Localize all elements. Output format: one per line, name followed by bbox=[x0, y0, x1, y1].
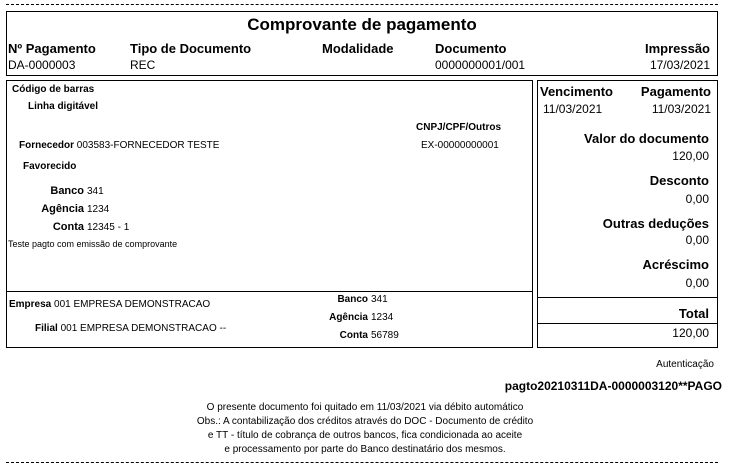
conta-label: Conta bbox=[52, 221, 84, 233]
conta-value: 12345 - 1 bbox=[87, 222, 130, 233]
agencia-value: 1234 bbox=[87, 204, 110, 215]
acrescimo-value: 0,00 bbox=[685, 276, 709, 290]
empresa-row bbox=[9, 299, 210, 310]
impressao-label: Impressão bbox=[644, 41, 710, 56]
bottom-cut-line bbox=[6, 462, 718, 463]
impressao-value: 17/03/2021 bbox=[649, 58, 710, 72]
vencimento-label: Vencimento bbox=[540, 84, 613, 99]
details-divider bbox=[6, 291, 532, 292]
desconto-value: 0,00 bbox=[685, 192, 709, 206]
observacao-text: Teste pagto com emissão de comprovante bbox=[8, 239, 178, 249]
autenticacao-code: pagto20210311DA-0000003120**PAGO bbox=[504, 379, 722, 393]
total-value: 120,00 bbox=[672, 326, 709, 340]
acrescimo-label: Acréscimo bbox=[642, 257, 709, 272]
numero-pagamento-value: DA-0000003 bbox=[8, 58, 76, 72]
cnpj-value: EX-00000000001 bbox=[421, 140, 499, 151]
footer-line-1: O presente documento foi quitado em 11/03/2021 via débito automático bbox=[206, 402, 524, 413]
footer-line-4: e processamento por parte do Banco destinatário dos mesmos. bbox=[224, 444, 506, 455]
total-label: Total bbox=[678, 306, 709, 321]
valor-documento-value: 120,00 bbox=[672, 149, 709, 163]
bottom-banco-value: 341 bbox=[371, 294, 388, 305]
linha-digitavel-label: Linha digitável bbox=[28, 101, 99, 112]
top-cut-line bbox=[6, 4, 718, 5]
documento-value: 0000000001/001 bbox=[435, 58, 526, 72]
documento-label: Documento bbox=[435, 41, 507, 56]
fornecedor-row bbox=[19, 140, 219, 151]
filial-label: Filial bbox=[35, 323, 58, 334]
numero-pagamento-label: Nº Pagamento bbox=[8, 41, 96, 56]
footer-line-2: Obs.: A contabilização dos créditos através do DOC - Documento de crédito bbox=[196, 416, 534, 427]
banco-label: Banco bbox=[50, 185, 84, 197]
favorecido-label: Favorecido bbox=[23, 161, 77, 172]
vencimento-value: 11/03/2021 bbox=[543, 102, 603, 116]
codigo-barras-label: Código de barras bbox=[12, 84, 95, 95]
empresa-label: Empresa bbox=[9, 299, 52, 310]
filial-row bbox=[35, 323, 226, 334]
tipo-documento-label: Tipo de Documento bbox=[130, 41, 252, 56]
total-underline bbox=[538, 323, 718, 324]
footer-line-3: e TT - título de cobrança de outros bancos, fica condicionada ao aceite bbox=[207, 430, 523, 441]
modalidade-label: Modalidade bbox=[322, 41, 394, 56]
outras-deducoes-value: 0,00 bbox=[685, 233, 709, 247]
bottom-banco-label: Banco bbox=[337, 294, 368, 305]
empresa-value: 001 EMPRESA DEMONSTRACAO bbox=[54, 299, 211, 310]
filial-value: 001 EMPRESA DEMONSTRACAO -- bbox=[60, 323, 227, 334]
tipo-documento-value: REC bbox=[130, 58, 156, 72]
pagamento-value: 11/03/2021 bbox=[651, 102, 711, 116]
fornecedor-label: Fornecedor bbox=[19, 140, 75, 151]
banco-value: 341 bbox=[87, 186, 104, 197]
outras-deducoes-label: Outras deduções bbox=[602, 216, 709, 231]
bottom-conta-label: Conta bbox=[339, 330, 368, 341]
autenticacao-label: Autenticação bbox=[656, 359, 714, 370]
desconto-label: Desconto bbox=[649, 173, 709, 188]
bottom-agencia-label: Agência bbox=[329, 312, 368, 323]
cnpj-label: CNPJ/CPF/Outros bbox=[416, 122, 502, 133]
bottom-agencia-value: 1234 bbox=[371, 312, 394, 323]
pagamento-label: Pagamento bbox=[640, 84, 711, 99]
fornecedor-value: 003583-FORNECEDOR TESTE bbox=[76, 140, 220, 151]
bottom-conta-value: 56789 bbox=[371, 330, 399, 341]
agencia-label: Agência bbox=[41, 203, 84, 215]
total-divider bbox=[538, 297, 718, 298]
valor-documento-label: Valor do documento bbox=[584, 131, 709, 146]
document-title: Comprovante de pagamento bbox=[247, 15, 477, 34]
